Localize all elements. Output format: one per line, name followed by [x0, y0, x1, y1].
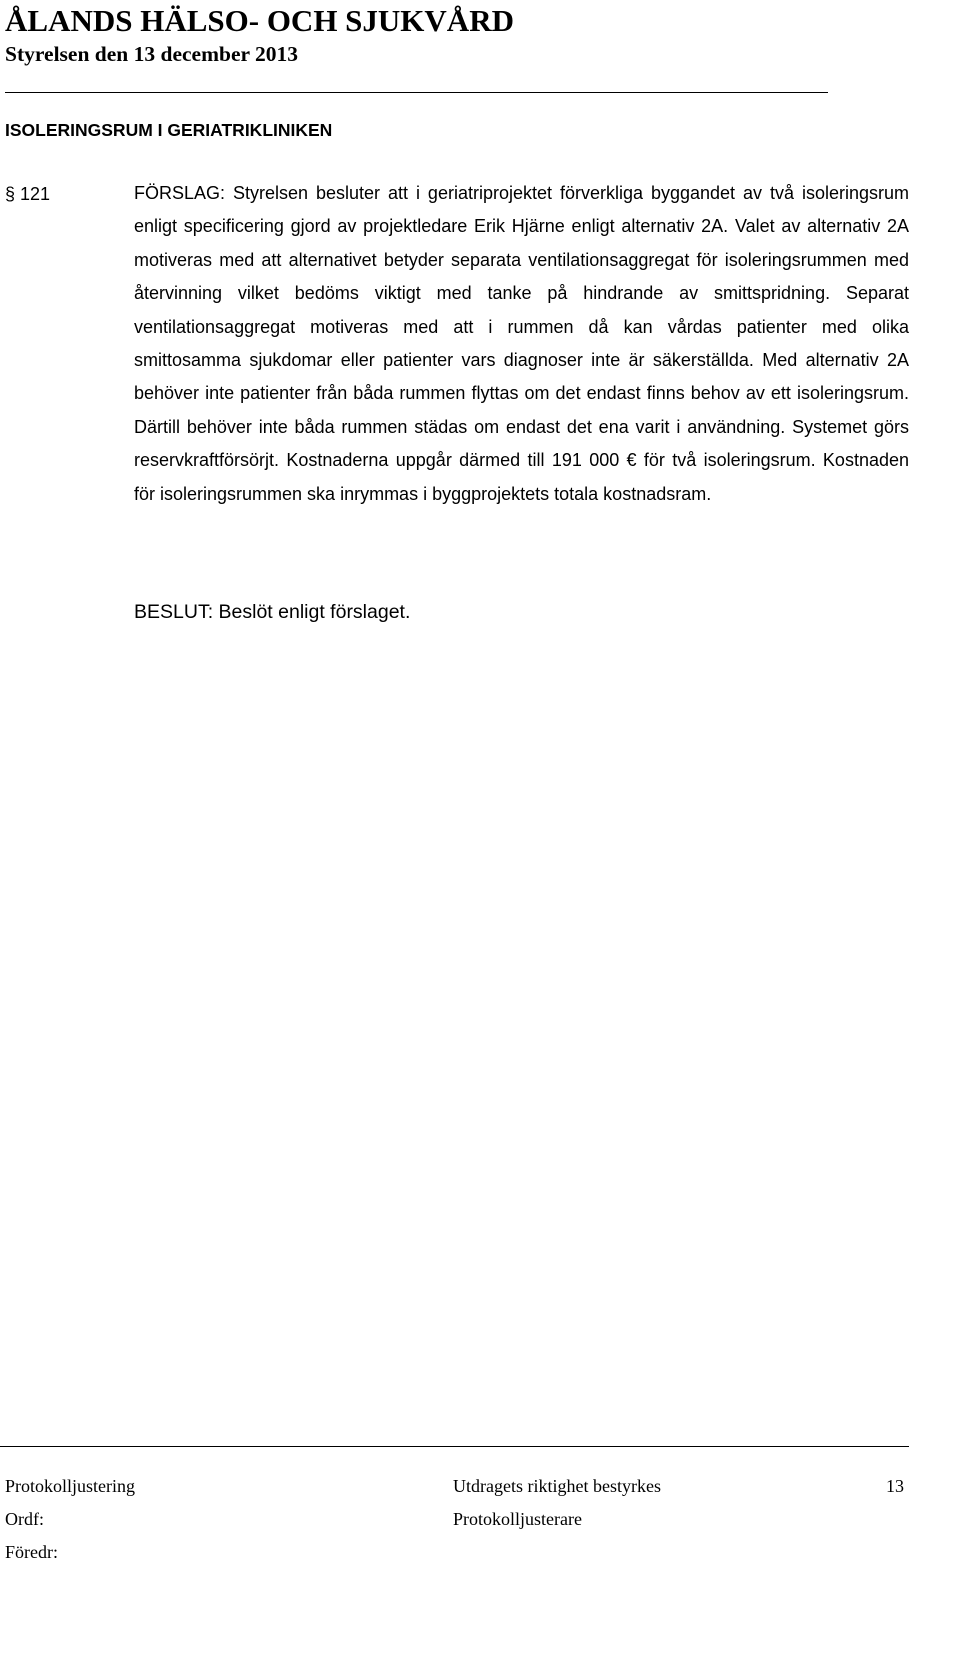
footer-protocol-check-label: Protokolljustering	[5, 1476, 135, 1496]
footer-adjusters-label: Protokolljusterare	[453, 1509, 582, 1529]
footer-chair-label: Ordf:	[5, 1509, 44, 1529]
paragraph-number: § 121	[5, 184, 51, 204]
organization-title: ÅLANDS HÄLSO- OCH SJUKVÅRD	[5, 3, 514, 38]
footer-certification-label: Utdragets riktighet bestyrkes	[453, 1476, 661, 1496]
footer-divider	[0, 1446, 909, 1447]
header-divider	[5, 92, 828, 93]
page-number: 13	[886, 1476, 904, 1496]
meeting-date: Styrelsen den 13 december 2013	[5, 42, 299, 66]
decision-text: BESLUT: Beslöt enligt förslaget.	[134, 601, 411, 623]
footer-presenter-label: Föredr:	[5, 1542, 58, 1562]
proposal-text: FÖRSLAG: Styrelsen besluter att i geriatriprojektet förverkliga byggandet av två isoleringsrum enligt specificering gjord av projektledare Erik Hjärne enligt alternativ 2A. Valet av alternativ 2A motiveras med att alternativet betyder separata ventilationsaggregat för isoleringsrummen med återvinning vilket bedöms viktigt med tanke på hindrande av smittspridning. Separat ventilationsaggregat motiveras med att i rummen då kan vårdas patienter med olika smittosamma sjukdomar eller patienter vars diagnoser inte är säkerställda. Med alternativ 2A behöver inte patienter från båda rummen flyttas om det endast finns behov av ett isoleringsrum. Därtill behöver inte båda rummen städas om endast det ena varit i användning. Systemet görs reservkraftförsörjt. Kostnaderna uppgår därmed till 191 000 € för två isoleringsrum. Kostnaden för isoleringsrummen ska inrymmas i byggprojektets totala kostnadsram.	[134, 183, 909, 504]
section-title: ISOLERINGSRUM I GERIATRIKLINIKEN	[5, 120, 333, 140]
